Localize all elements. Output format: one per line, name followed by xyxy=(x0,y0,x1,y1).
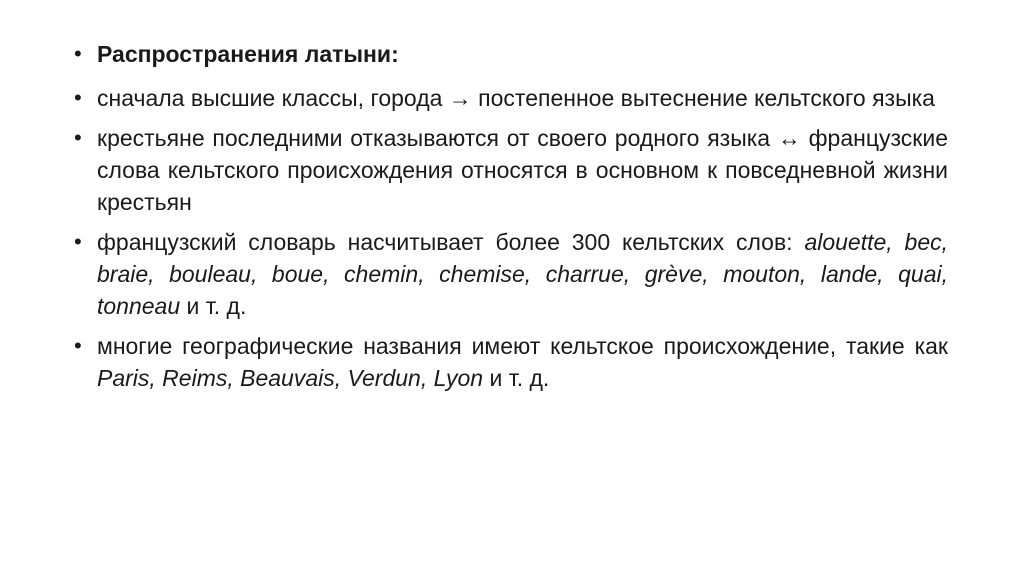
bullet-text: крестьяне последними отказываются от своего родного языка ↔ французские слова кельтского происхождения относятся в основном к повседневной жизни крестьян xyxy=(97,125,948,215)
bullet-celtic-words xyxy=(74,226,948,322)
bullet-list xyxy=(74,38,948,402)
celtic-word-examples: alouette, bec, braie, bouleau, boue, chemin, chemise, charrue, grève, mouton, lande, quai, tonneau xyxy=(97,229,949,319)
place-name-examples: Paris, Reims, Beauvais, Verdun, Lyon xyxy=(97,365,484,391)
bullet-tail-text: и т. д. xyxy=(483,365,550,391)
bullet-peasants xyxy=(74,122,948,218)
bullet-place-names xyxy=(74,330,948,394)
bullet-lead-text: французский словарь насчитывает более 300 кельтских слов: xyxy=(97,229,805,255)
bullet-lead-text: многие географические названия имеют кельтское происхождение, такие как xyxy=(97,333,948,359)
bullet-tail-text: и т. д. xyxy=(180,293,247,319)
bullet-text: сначала высшие классы, города → постепенное вытеснение кельтского языка xyxy=(97,85,935,111)
bullet-latin-spread xyxy=(74,82,948,114)
bullet-heading: • Распространения латыни: xyxy=(74,38,948,70)
